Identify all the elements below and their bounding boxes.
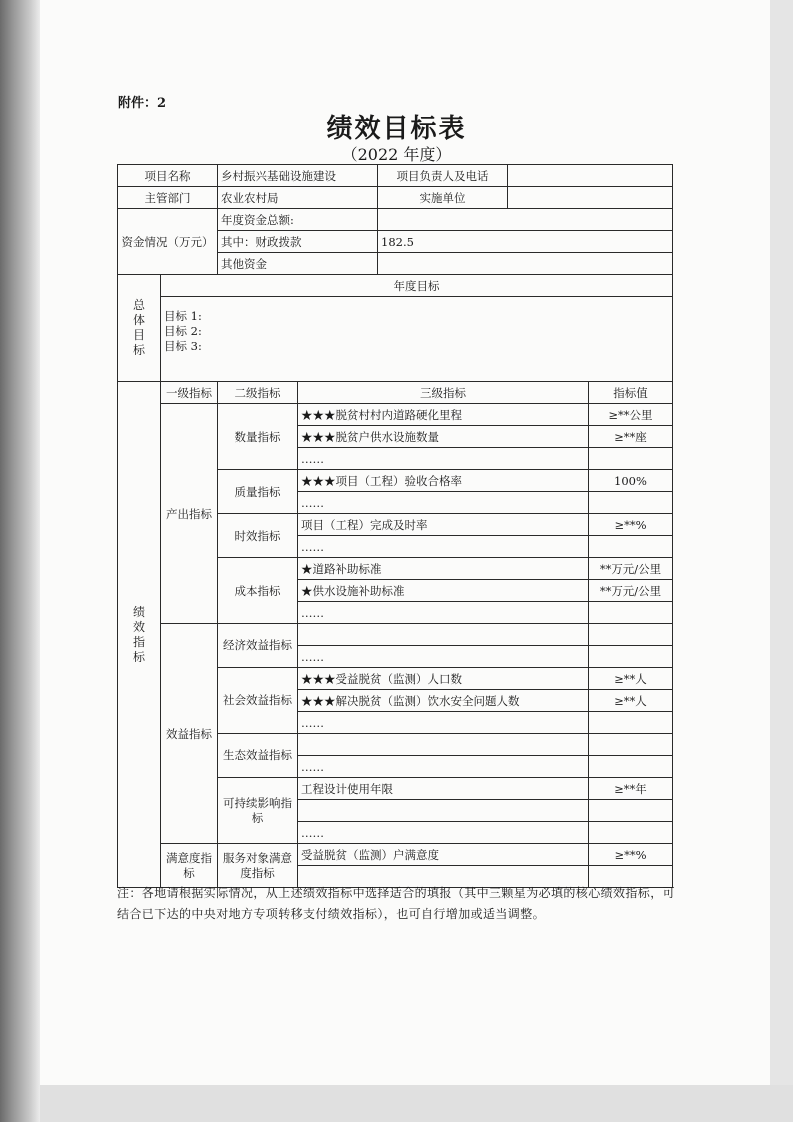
project-name-label: 项目名称	[118, 165, 218, 187]
cost-indicator-label: 成本指标	[218, 558, 298, 624]
indicator-name: ★★★脱贫村村内道路硬化里程	[298, 404, 589, 426]
indicator-name: 工程设计使用年限	[298, 778, 589, 800]
fund-fiscal-label: 其中：财政拨款	[218, 231, 378, 253]
row-department	[118, 187, 673, 209]
fund-total-label: 年度资金总额:	[218, 209, 378, 231]
header-level3: 三级指标	[298, 382, 589, 404]
indicator-value	[589, 448, 673, 470]
fund-fiscal-value: 182.5	[378, 231, 673, 253]
target-2: 目标 2:	[164, 324, 202, 338]
indicator-value	[589, 756, 673, 778]
footnote: 注：各地请根据实际情况，从上述绩效指标中选择适合的填报（其中三颗星为必填的核心绩效指标，可结合已下达的中央对地方专项转移支付绩效指标），也可自行增加或适当调整。	[117, 886, 676, 921]
indicator-value	[589, 800, 673, 822]
dept-value: 农业农村局	[218, 187, 378, 209]
overall-target-label-text: 总体目标	[132, 298, 145, 357]
fund-total-value	[378, 209, 673, 231]
indicator-value: **万元/公里	[589, 580, 673, 602]
indicator-name: ……	[298, 492, 589, 514]
indicator-value: ≥**%	[589, 514, 673, 536]
indicator-name: ……	[298, 822, 589, 844]
impl-label: 实施单位	[378, 187, 508, 209]
owner-value	[508, 165, 673, 187]
indicator-value	[589, 602, 673, 624]
indicator-value: ≥**人	[589, 690, 673, 712]
header-level2: 二级指标	[218, 382, 298, 404]
indicator-value	[589, 712, 673, 734]
indicator-name: ……	[298, 536, 589, 558]
performance-target-table	[117, 164, 673, 888]
indicator-value: ≥**座	[589, 426, 673, 448]
header-level1: 一级指标	[161, 382, 218, 404]
project-name-value: 乡村振兴基础设施建设	[218, 165, 378, 187]
satisfaction-indicator-label: 满意度指标	[161, 844, 218, 888]
annual-target-header: 年度目标	[161, 275, 673, 297]
annual-targets-cell	[161, 297, 673, 382]
indicator-value	[589, 492, 673, 514]
indicator-name: ……	[298, 756, 589, 778]
indicator-value	[589, 624, 673, 646]
fund-other-value	[378, 253, 673, 275]
year-subtitle: （2022 年度）	[341, 145, 452, 164]
fund-label: 资金情况（万元）	[118, 209, 218, 275]
indicator-name	[298, 624, 589, 646]
header-value: 指标值	[589, 382, 673, 404]
fund-other-label: 其他资金	[218, 253, 378, 275]
quality-indicator-label: 质量指标	[218, 470, 298, 514]
indicator-name: ★道路补助标准	[298, 558, 589, 580]
row-project-name	[118, 165, 673, 187]
indicator-name: ……	[298, 448, 589, 470]
target-1: 目标 1:	[164, 309, 202, 323]
indicator-name: ★★★项目（工程）验收合格率	[298, 470, 589, 492]
row-annual-target-header	[118, 275, 673, 297]
indicator-value: ≥**%	[589, 844, 673, 866]
timeliness-indicator-label: 时效指标	[218, 514, 298, 558]
page-title: 绩效目标表	[326, 114, 467, 144]
indicator-value	[589, 646, 673, 668]
benefit-indicator-label: 效益指标	[161, 624, 218, 844]
indicator-name	[298, 734, 589, 756]
economic-indicator-label: 经济效益指标	[218, 624, 298, 668]
scan-right-edge	[770, 0, 793, 1122]
dept-label: 主管部门	[118, 187, 218, 209]
indicator-name: 受益脱贫（监测）户满意度	[298, 844, 589, 866]
output-indicator-label: 产出指标	[161, 404, 218, 624]
table-row	[118, 844, 673, 866]
scan-left-shadow	[0, 0, 40, 1122]
indicator-name: 项目（工程）完成及时率	[298, 514, 589, 536]
indicator-value: 100%	[589, 470, 673, 492]
indicator-value	[589, 822, 673, 844]
indicator-value: **万元/公里	[589, 558, 673, 580]
indicator-name: ……	[298, 602, 589, 624]
indicator-name: ……	[298, 712, 589, 734]
indicator-value: ≥**公里	[589, 404, 673, 426]
table-row	[118, 404, 673, 426]
indicator-name: ★★★受益脱贫（监测）人口数	[298, 668, 589, 690]
indicator-name: ★供水设施补助标准	[298, 580, 589, 602]
row-indicator-headers	[118, 382, 673, 404]
table-row	[118, 624, 673, 646]
indicator-name: ……	[298, 646, 589, 668]
quantity-indicator-label: 数量指标	[218, 404, 298, 470]
ecological-indicator-label: 生态效益指标	[218, 734, 298, 778]
impl-value	[508, 187, 673, 209]
owner-label: 项目负责人及电话	[378, 165, 508, 187]
indicator-name	[298, 800, 589, 822]
indicator-name: ★★★脱贫户供水设施数量	[298, 426, 589, 448]
indicator-section-label-text: 绩效指标	[132, 604, 145, 664]
service-satisfaction-label: 服务对象满意度指标	[218, 844, 298, 888]
attachment-label: 附件：2	[118, 96, 167, 111]
indicator-value	[589, 536, 673, 558]
indicator-section-label	[118, 382, 161, 888]
row-fund-total	[118, 209, 673, 231]
indicator-value	[589, 734, 673, 756]
indicator-value: ≥**年	[589, 778, 673, 800]
indicator-name: ★★★解决脱贫（监测）饮水安全问题人数	[298, 690, 589, 712]
scan-bottom-edge	[40, 1085, 793, 1122]
target-3: 目标 3:	[164, 339, 202, 353]
indicator-value: ≥**人	[589, 668, 673, 690]
social-indicator-label: 社会效益指标	[218, 668, 298, 734]
row-annual-targets	[118, 297, 673, 382]
sustainable-indicator-label: 可持续影响指标	[218, 778, 298, 844]
overall-target-label	[118, 275, 161, 382]
